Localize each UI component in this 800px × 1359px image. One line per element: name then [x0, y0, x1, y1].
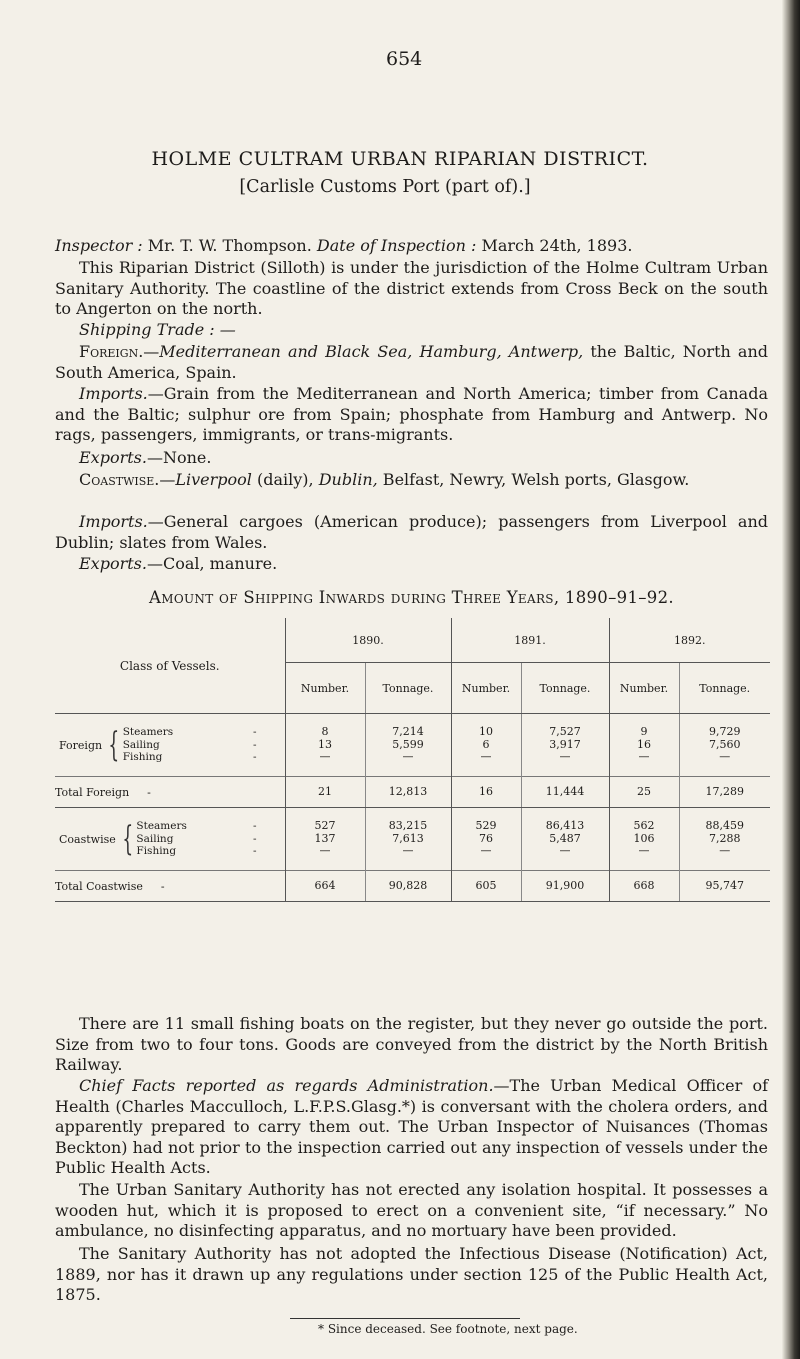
cell-value: —: [719, 750, 731, 764]
cell-value: 6: [482, 737, 490, 751]
vessel-type-label: Steamers: [136, 820, 187, 833]
district-subtitle: [Carlisle Customs Port (part of).]: [239, 177, 531, 197]
total-row: [55, 871, 770, 902]
coastwise-exports-text: —Coal, manure.: [146, 554, 278, 573]
total-value: 91,900: [521, 871, 609, 902]
cell-value: —: [402, 844, 414, 858]
coastwise-label: Coastwise.: [79, 470, 160, 489]
year-header: 1892.: [609, 618, 770, 663]
value-cell: [521, 714, 609, 777]
inspection-date-label: Date of Inspection :: [316, 236, 477, 255]
vessel-type-label: Fishing: [136, 845, 177, 858]
total-value: 25: [609, 777, 679, 808]
sub-header: Tonnage.: [365, 663, 451, 714]
class-of-vessels-header: Class of Vessels.: [55, 618, 285, 714]
coastwise-exports-paragraph: [55, 554, 768, 575]
cell-value: 88,459: [705, 819, 744, 833]
footnote: * Since deceased. See footnote, next page.: [318, 1322, 578, 1336]
coastwise-ports-mid: (daily),: [251, 470, 319, 489]
total-value: 16: [451, 777, 521, 808]
total-row: [55, 777, 770, 808]
foreign-imports-label: Imports.: [79, 384, 148, 403]
cell-value: 7,613: [392, 831, 424, 845]
cell-value: 137: [314, 831, 336, 845]
foreign-exports-paragraph: [55, 448, 768, 469]
total-value: 95,747: [679, 871, 770, 902]
value-cell: [679, 714, 770, 777]
cell-value: 527: [314, 819, 336, 833]
sub-header: Tonnage.: [679, 663, 770, 714]
cell-value: —: [559, 750, 571, 764]
year-header: 1890.: [285, 618, 451, 663]
coastwise-port-liverpool: Liverpool: [175, 470, 252, 489]
sub-header: Number.: [285, 663, 365, 714]
cell-value: —: [319, 844, 331, 858]
cell-value: —: [638, 844, 650, 858]
cell-value: 3,917: [549, 737, 581, 751]
cell-value: —: [480, 844, 492, 858]
total-value: 21: [285, 777, 365, 808]
inspection-date: March 24th, 1893.: [481, 236, 633, 255]
inspector-line: [55, 236, 768, 257]
cell-value: —: [319, 750, 331, 764]
cell-value: 86,413: [545, 819, 585, 833]
coastwise-trade-paragraph: Coastwise.—Liverpool (daily), Dublin, Belfast, Newry, Welsh ports, Glasgow.: [79, 470, 690, 489]
cell-value: —: [480, 750, 492, 764]
total-value: 605: [451, 871, 521, 902]
total-value: 90,828: [365, 871, 451, 902]
shipping-trade-heading: Shipping Trade : —: [79, 320, 236, 339]
total-value: 17,289: [679, 777, 770, 808]
sub-header: Number.: [609, 663, 679, 714]
cell-value: 106: [633, 831, 655, 845]
value-cell: [365, 714, 451, 777]
sub-header: Number.: [451, 663, 521, 714]
page-edge-shadow: [782, 0, 800, 1359]
value-cell: [609, 808, 679, 871]
chief-facts-text: —The Urban Medical Officer of Health (Charles Macculloch, L.F.P.S.Glasg.*) is conversant with the cholera orders, and apparently prepared to carry them out. The Urban Inspector of Nuisances (Thomas Beckton) had not prior to the inspection carried out any inspection of vessels under the Public Health Acts.: [55, 1076, 768, 1177]
footnote-rule: [290, 1318, 520, 1319]
cell-value: 562: [633, 819, 655, 833]
shipping-table: [55, 618, 770, 902]
vessel-group-name: Foreign: [59, 738, 103, 752]
cell-value: 10: [479, 725, 493, 739]
foreign-ports-rest: the Baltic, North and South America, Spain.: [55, 342, 769, 382]
value-cell: [679, 808, 770, 871]
cell-value: —: [402, 750, 414, 764]
vessel-group-name: Coastwise: [59, 832, 116, 846]
cell-value: —: [719, 844, 731, 858]
cell-value: 7,560: [709, 737, 741, 751]
coastwise-imports-paragraph: [55, 512, 768, 553]
foreign-imports-text: —Grain from the Mediterranean and North America; timber from Canada and the Baltic; sulphur ore from Spain; phosphate from Hamburg and Antwerp. No rags, passengers, immigrants, or trans-migrants.: [55, 384, 768, 444]
cell-value: 16: [637, 737, 651, 751]
vessel-type-label: Steamers: [122, 726, 174, 739]
value-cell: [285, 808, 365, 871]
foreign-exports-label: Exports.: [79, 448, 147, 467]
cell-value: —: [559, 844, 571, 858]
coastwise-imports-text: —General cargoes (American produce); passengers from Liverpool and Dublin; slates from Wales.: [55, 512, 768, 552]
brace-glyph: {: [122, 819, 133, 859]
cell-value: 5,487: [549, 831, 581, 845]
coastwise-exports-label: Exports.: [79, 554, 147, 573]
after-table-paragraph: There are 11 small fishing boats on the register, but they never go outside the port. Size from two to four tons. Goods are conveyed from the district by the North British Railway.: [55, 1014, 768, 1074]
notification-paragraph: The Sanitary Authority has not adopted the Infectious Disease (Notification) Act, 1889, nor has it drawn up any regulations under section 125 of the Public Health Act, 1875.: [55, 1244, 768, 1304]
total-value: 12,813: [365, 777, 451, 808]
brace-glyph: {: [108, 725, 120, 765]
cell-value: 9,729: [709, 725, 741, 739]
table-title: Amount of Shipping Inwards during Three Years, 1890–91–92.: [149, 588, 674, 607]
page-number: 654: [386, 48, 423, 70]
cell-value: 5,599: [392, 737, 424, 751]
sub-header: Tonnage.: [521, 663, 609, 714]
chief-facts-paragraph: [55, 1076, 768, 1179]
total-label: Total Foreign: [55, 785, 130, 799]
cell-value: —: [638, 750, 650, 764]
total-value: 668: [609, 871, 679, 902]
vessel-class-cell: Foreign { Steamers Sailing Fishing - - -: [59, 725, 257, 765]
cell-value: 529: [475, 819, 497, 833]
year-header: 1891.: [451, 618, 609, 663]
vessel-type-label: Sailing: [122, 738, 160, 751]
intro-paragraph: This Riparian District (Silloth) is under the jurisdiction of the Holme Cultram Urban Sanitary Authority. The coastline of the district extends from Cross Beck on the south to Angerton on the north.: [55, 258, 768, 318]
inspector-label: Inspector :: [55, 236, 143, 255]
cell-value: 76: [479, 831, 493, 845]
foreign-trade-paragraph: Foreign.—Mediterranean and Black Sea, Hamburg, Antwerp, the Baltic, North and South America, Spain.: [55, 342, 769, 382]
cell-value: 8: [321, 725, 329, 739]
coastwise-imports-label: Imports.: [79, 512, 148, 531]
cell-value: 7,288: [709, 831, 741, 845]
cell-value: 7,214: [392, 725, 424, 739]
coastwise-port-dublin: Dublin,: [318, 470, 378, 489]
vessel-type-label: Fishing: [122, 751, 163, 764]
district-title: HOLME CULTRAM URBAN RIPARIAN DISTRICT.: [151, 148, 649, 170]
total-value: 11,444: [521, 777, 609, 808]
vessel-type-label: Sailing: [136, 832, 174, 845]
cell-value: 9: [640, 725, 648, 739]
total-value: 664: [285, 871, 365, 902]
foreign-ports-italic: Mediterranean and Black Sea, Hamburg, Antwerp,: [159, 342, 584, 361]
total-label-cell: Total Coastwise -: [55, 871, 285, 902]
value-cell: [521, 808, 609, 871]
table-row: [55, 808, 770, 871]
vessel-class-cell: Coastwise { Steamers Sailing Fishing - - -: [59, 819, 257, 859]
value-cell: [609, 714, 679, 777]
table-row: [55, 714, 770, 777]
isolation-paragraph: The Urban Sanitary Authority has not erected any isolation hospital. It possesses a wooden hut, which it is proposed to erect on a convenient site, “if necessary.” No ambulance, no disinfecting apparatus, and no mortuary have been provided.: [55, 1180, 768, 1240]
value-cell: [285, 714, 365, 777]
value-cell: [451, 808, 521, 871]
total-label-cell: Total Foreign -: [55, 777, 285, 808]
cell-value: 13: [318, 737, 332, 751]
value-cell: [365, 808, 451, 871]
total-label: Total Coastwise: [55, 879, 143, 893]
value-cell: [451, 714, 521, 777]
cell-value: 7,527: [549, 725, 581, 739]
foreign-label: Foreign.: [79, 342, 144, 361]
coastwise-ports-rest: Belfast, Newry, Welsh ports, Glasgow.: [377, 470, 690, 489]
inspector-name: Mr. T. W. Thompson.: [147, 236, 312, 255]
chief-facts-heading: Chief Facts reported as regards Administration.: [79, 1076, 494, 1095]
foreign-imports-paragraph: [55, 384, 768, 446]
cell-value: 83,215: [388, 819, 428, 833]
foreign-exports-text: —None.: [146, 448, 212, 467]
